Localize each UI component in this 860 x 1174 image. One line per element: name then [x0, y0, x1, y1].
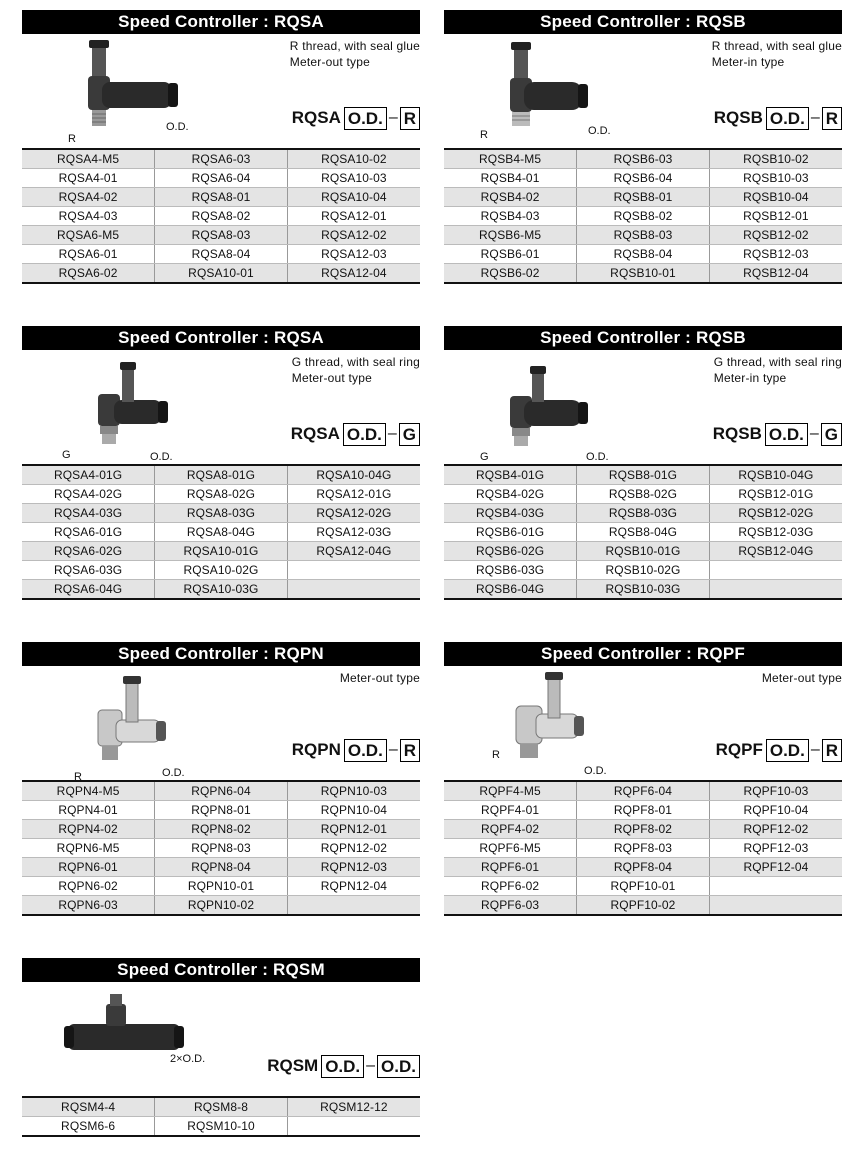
model-cell: RQSA12-02 — [287, 226, 420, 245]
elbow-fitting-icon — [22, 34, 262, 148]
table-row — [444, 465, 842, 485]
panel-title: Speed Controller : RQSB — [444, 326, 842, 350]
table-row — [22, 226, 420, 245]
code-base: RQSM — [267, 1056, 319, 1075]
model-cell: RQSB10-03 — [709, 169, 842, 188]
code-thread-box: R — [822, 739, 842, 762]
model-cell: RQSM12-12 — [287, 1097, 420, 1117]
table-row — [444, 561, 842, 580]
model-cell: RQSB6-04 — [577, 169, 710, 188]
order-code — [713, 421, 842, 447]
model-cell: RQPN10-01 — [155, 877, 288, 896]
thread-description: G thread, with seal ring — [291, 355, 420, 369]
table-row — [22, 542, 420, 561]
model-cell: RQPN6-03 — [22, 896, 155, 916]
panel-rqpf — [444, 642, 842, 916]
panel-rqsb-g — [444, 326, 842, 600]
table-row — [444, 207, 842, 226]
panel-description — [292, 354, 420, 386]
table-row — [22, 465, 420, 485]
table-row — [22, 820, 420, 839]
model-table — [22, 464, 420, 600]
code-base: RQSB — [712, 424, 762, 443]
model-cell: RQSA6-04 — [155, 169, 288, 188]
model-cell: RQSB10-01G — [577, 542, 710, 561]
table-row — [22, 781, 420, 801]
panel-description — [762, 670, 842, 686]
table-row — [22, 580, 420, 600]
model-cell: RQSB8-01 — [577, 188, 710, 207]
code-base: RQPN — [291, 740, 341, 759]
model-cell: RQPF12-03 — [709, 839, 842, 858]
table-row — [444, 896, 842, 916]
code-dash: – — [810, 109, 820, 126]
code-od-box-2: O.D. — [377, 1055, 420, 1078]
model-cell: RQPN6-M5 — [22, 839, 155, 858]
panel-title: Speed Controller : RQSM — [22, 958, 420, 982]
model-cell: RQSB6-01 — [444, 245, 577, 264]
table-row — [444, 580, 842, 600]
model-cell: RQSA4-01G — [22, 465, 155, 485]
model-cell: RQSB12-01 — [709, 207, 842, 226]
order-code — [714, 105, 842, 131]
code-od-box: O.D. — [343, 423, 386, 446]
model-cell: RQPF10-01 — [577, 877, 710, 896]
table-row — [444, 188, 842, 207]
table-row — [444, 801, 842, 820]
model-cell: RQSM10-10 — [155, 1117, 288, 1137]
table-row — [444, 781, 842, 801]
model-cell: RQSB6-02 — [444, 264, 577, 284]
meter-type: Meter-in type — [713, 371, 787, 385]
panel-info — [22, 982, 420, 1096]
od-label: O.D. — [166, 121, 189, 133]
model-cell: RQPN4-M5 — [22, 781, 155, 801]
model-cell: RQSB8-04 — [577, 245, 710, 264]
model-cell: RQSB12-02 — [709, 226, 842, 245]
meter-type: Meter-out type — [291, 371, 372, 385]
elbow-fitting-icon — [444, 34, 684, 148]
model-cell: RQPF6-03 — [444, 896, 577, 916]
model-cell: RQPF8-03 — [577, 839, 710, 858]
model-cell: RQSA4-03G — [22, 504, 155, 523]
panel-description — [290, 38, 420, 70]
model-cell: RQSM8-8 — [155, 1097, 288, 1117]
code-dash: – — [387, 425, 397, 442]
model-cell: RQSA12-03 — [287, 245, 420, 264]
model-cell: RQPF6-02 — [444, 877, 577, 896]
model-cell: RQPF6-01 — [444, 858, 577, 877]
thread-label: G — [62, 449, 71, 461]
model-cell: RQSA8-03G — [155, 504, 288, 523]
model-cell: RQPF6-04 — [577, 781, 710, 801]
table-row — [22, 207, 420, 226]
model-cell: RQSB6-02G — [444, 542, 577, 561]
model-cell: RQPN12-02 — [287, 839, 420, 858]
model-cell: RQPF10-03 — [709, 781, 842, 801]
model-cell: RQSB4-01G — [444, 465, 577, 485]
model-cell: RQPN10-02 — [155, 896, 288, 916]
thread-description: R thread, with seal glue — [289, 39, 420, 53]
model-table — [444, 464, 842, 600]
panel-rqpn — [22, 642, 420, 916]
model-cell: RQSB12-04G — [709, 542, 842, 561]
model-cell: RQPN10-04 — [287, 801, 420, 820]
panel-info — [22, 666, 420, 780]
code-dash: – — [809, 425, 819, 442]
table-row — [22, 504, 420, 523]
model-cell: RQPN4-01 — [22, 801, 155, 820]
code-od-box: O.D. — [766, 739, 809, 762]
model-cell — [287, 561, 420, 580]
model-cell: RQSA8-04G — [155, 523, 288, 542]
model-cell: RQPN8-01 — [155, 801, 288, 820]
model-cell: RQSB10-04G — [709, 465, 842, 485]
panel-title: Speed Controller : RQSB — [444, 10, 842, 34]
meter-type: Meter-out type — [761, 671, 842, 685]
panel-rqsm — [22, 958, 420, 1137]
code-od-box: O.D. — [765, 423, 808, 446]
od-label: 2×O.D. — [170, 1053, 206, 1065]
code-thread-box: G — [399, 423, 420, 446]
model-cell: RQPN8-02 — [155, 820, 288, 839]
code-thread-box: G — [821, 423, 842, 446]
model-cell: RQSB4-01 — [444, 169, 577, 188]
table-row — [444, 169, 842, 188]
model-cell: RQSB8-03 — [577, 226, 710, 245]
table-row — [22, 877, 420, 896]
model-cell: RQSA10-01 — [155, 264, 288, 284]
model-table — [22, 780, 420, 916]
order-code — [267, 1053, 420, 1079]
model-cell — [709, 877, 842, 896]
model-cell: RQSB8-04G — [577, 523, 710, 542]
table-row — [22, 245, 420, 264]
panel-description — [712, 38, 842, 70]
model-cell: RQSM6-6 — [22, 1117, 155, 1137]
od-label: O.D. — [150, 451, 173, 463]
model-cell: RQSA12-01 — [287, 207, 420, 226]
model-cell: RQSB10-02G — [577, 561, 710, 580]
model-cell: RQSA12-04G — [287, 542, 420, 561]
table-row — [444, 858, 842, 877]
model-table — [444, 148, 842, 284]
model-cell: RQSA12-03G — [287, 523, 420, 542]
table-row — [444, 149, 842, 169]
panel-rqsa-g — [22, 326, 420, 600]
model-cell: RQSA6-03G — [22, 561, 155, 580]
model-cell: RQSB6-03G — [444, 561, 577, 580]
model-cell: RQSB12-03 — [709, 245, 842, 264]
model-cell: RQSB10-02 — [709, 149, 842, 169]
model-cell — [287, 1117, 420, 1137]
table-row — [22, 1117, 420, 1137]
elbow-fitting-icon — [444, 350, 684, 464]
model-cell: RQSA4-02 — [22, 188, 155, 207]
thread-description: R thread, with seal glue — [711, 39, 842, 53]
code-base: RQSA — [290, 424, 340, 443]
code-thread-box: R — [400, 739, 420, 762]
model-cell: RQSA4-M5 — [22, 149, 155, 169]
code-base: RQSA — [291, 108, 341, 127]
table-row — [22, 188, 420, 207]
table-row — [22, 264, 420, 284]
panel-title: Speed Controller : RQSA — [22, 326, 420, 350]
code-dash: – — [810, 741, 820, 758]
table-row — [444, 877, 842, 896]
code-thread-box: R — [400, 107, 420, 130]
meter-type: Meter-in type — [711, 55, 785, 69]
code-dash: – — [388, 109, 398, 126]
thread-label: R — [68, 133, 76, 145]
model-cell: RQSA8-03 — [155, 226, 288, 245]
panel-description — [340, 670, 420, 686]
od-label: O.D. — [586, 451, 609, 463]
model-cell: RQSB6-01G — [444, 523, 577, 542]
panel-title: Speed Controller : RQPN — [22, 642, 420, 666]
code-od-box: O.D. — [344, 739, 387, 762]
panel-title: Speed Controller : RQSA — [22, 10, 420, 34]
model-cell: RQPF12-02 — [709, 820, 842, 839]
model-cell: RQSM4-4 — [22, 1097, 155, 1117]
order-code — [292, 737, 420, 763]
model-table — [444, 780, 842, 916]
model-cell: RQSA12-04 — [287, 264, 420, 284]
model-cell: RQSA4-03 — [22, 207, 155, 226]
table-row — [22, 149, 420, 169]
code-base: RQSB — [713, 108, 763, 127]
table-row — [22, 801, 420, 820]
model-cell: RQSA10-02G — [155, 561, 288, 580]
model-cell: RQSA6-M5 — [22, 226, 155, 245]
model-cell: RQSA8-04 — [155, 245, 288, 264]
model-table — [22, 148, 420, 284]
model-cell: RQPN8-03 — [155, 839, 288, 858]
meter-type: Meter-out type — [289, 55, 370, 69]
model-cell: RQSA8-01G — [155, 465, 288, 485]
model-cell: RQSB6-04G — [444, 580, 577, 600]
thread-label: R — [480, 129, 488, 141]
model-cell: RQPF8-04 — [577, 858, 710, 877]
model-cell: RQSA4-02G — [22, 485, 155, 504]
elbow-fitting-icon — [22, 350, 262, 464]
model-cell: RQSA4-01 — [22, 169, 155, 188]
model-cell: RQPN12-01 — [287, 820, 420, 839]
model-cell: RQSB6-03 — [577, 149, 710, 169]
model-cell: RQSA6-03 — [155, 149, 288, 169]
model-cell: RQSB8-01G — [577, 465, 710, 485]
meter-type: Meter-out type — [339, 671, 420, 685]
model-cell: RQPN8-04 — [155, 858, 288, 877]
table-row — [444, 226, 842, 245]
model-cell — [709, 561, 842, 580]
thread-label: R — [492, 749, 500, 761]
table-row — [444, 839, 842, 858]
thread-label: R — [74, 771, 82, 780]
model-cell: RQSA10-02 — [287, 149, 420, 169]
model-cell: RQPF4-M5 — [444, 781, 577, 801]
model-cell: RQPN6-02 — [22, 877, 155, 896]
model-cell: RQSA10-03G — [155, 580, 288, 600]
model-cell: RQPF8-01 — [577, 801, 710, 820]
panel-info — [444, 34, 842, 148]
model-cell: RQSA10-01G — [155, 542, 288, 561]
model-cell: RQPN12-03 — [287, 858, 420, 877]
order-code — [291, 421, 420, 447]
code-od-box: O.D. — [766, 107, 809, 130]
model-cell — [287, 580, 420, 600]
code-od-box: O.D. — [344, 107, 387, 130]
model-cell: RQSA10-04 — [287, 188, 420, 207]
table-row — [22, 169, 420, 188]
od-label: O.D. — [588, 125, 611, 137]
model-cell: RQSB8-02G — [577, 485, 710, 504]
model-cell: RQSB10-04 — [709, 188, 842, 207]
panel-rqsb-r — [444, 10, 842, 284]
model-cell: RQSA6-04G — [22, 580, 155, 600]
model-cell: RQPN10-03 — [287, 781, 420, 801]
model-cell — [709, 896, 842, 916]
model-cell: RQSA12-02G — [287, 504, 420, 523]
table-row — [22, 1097, 420, 1117]
table-row — [444, 820, 842, 839]
code-thread-box: R — [822, 107, 842, 130]
model-cell: RQPF10-02 — [577, 896, 710, 916]
model-cell: RQSB10-01 — [577, 264, 710, 284]
model-cell: RQPF4-01 — [444, 801, 577, 820]
panel-description — [714, 354, 842, 386]
od-label: O.D. — [584, 765, 607, 777]
model-cell: RQSB12-04 — [709, 264, 842, 284]
table-row — [444, 264, 842, 284]
table-row — [444, 542, 842, 561]
model-cell: RQSB4-M5 — [444, 149, 577, 169]
model-cell — [287, 896, 420, 916]
code-dash: – — [388, 741, 398, 758]
model-cell: RQPF12-04 — [709, 858, 842, 877]
model-cell — [709, 580, 842, 600]
model-cell: RQSA8-02G — [155, 485, 288, 504]
thread-description: G thread, with seal ring — [713, 355, 842, 369]
model-cell: RQSA8-02 — [155, 207, 288, 226]
model-cell: RQPF8-02 — [577, 820, 710, 839]
od-label: O.D. — [162, 767, 185, 779]
model-cell: RQSA10-04G — [287, 465, 420, 485]
panel-info — [444, 666, 842, 780]
code-base: RQPF — [715, 740, 763, 759]
model-cell: RQSB4-02G — [444, 485, 577, 504]
panel-rqsa-r — [22, 10, 420, 284]
model-cell: RQSA6-02 — [22, 264, 155, 284]
model-cell: RQPN4-02 — [22, 820, 155, 839]
model-cell: RQSB4-02 — [444, 188, 577, 207]
table-row — [22, 485, 420, 504]
model-cell: RQPN6-01 — [22, 858, 155, 877]
code-od-box: O.D. — [321, 1055, 364, 1078]
model-cell: RQSA6-01G — [22, 523, 155, 542]
model-cell: RQSB4-03G — [444, 504, 577, 523]
model-table — [22, 1096, 420, 1137]
model-cell: RQPF10-04 — [709, 801, 842, 820]
thread-label: G — [480, 451, 489, 463]
table-row — [22, 839, 420, 858]
model-cell: RQSA10-03 — [287, 169, 420, 188]
table-row — [22, 561, 420, 580]
model-cell: RQSA6-01 — [22, 245, 155, 264]
metal-elbow-fitting-icon — [444, 666, 684, 780]
order-code — [292, 105, 420, 131]
model-cell: RQSB12-03G — [709, 523, 842, 542]
table-row — [444, 504, 842, 523]
table-row — [22, 523, 420, 542]
table-row — [444, 523, 842, 542]
model-cell: RQSB12-01G — [709, 485, 842, 504]
model-cell: RQPF4-02 — [444, 820, 577, 839]
model-cell: RQSB8-02 — [577, 207, 710, 226]
model-cell: RQSB4-03 — [444, 207, 577, 226]
model-cell: RQSA6-02G — [22, 542, 155, 561]
model-cell: RQPF6-M5 — [444, 839, 577, 858]
panel-title: Speed Controller : RQPF — [444, 642, 842, 666]
model-cell: RQSB12-02G — [709, 504, 842, 523]
code-dash: – — [366, 1057, 376, 1074]
model-cell: RQPN12-04 — [287, 877, 420, 896]
panel-info — [22, 34, 420, 148]
model-cell: RQPN6-04 — [155, 781, 288, 801]
model-cell: RQSB6-M5 — [444, 226, 577, 245]
model-cell: RQSB10-03G — [577, 580, 710, 600]
metal-elbow-fitting-icon — [22, 666, 262, 780]
panel-info — [22, 350, 420, 464]
model-cell: RQSA12-01G — [287, 485, 420, 504]
table-row — [444, 485, 842, 504]
panel-info — [444, 350, 842, 464]
model-cell: RQSA8-01 — [155, 188, 288, 207]
table-row — [444, 245, 842, 264]
inline-fitting-icon — [22, 982, 262, 1096]
table-row — [22, 858, 420, 877]
table-row — [22, 896, 420, 916]
model-cell: RQSB8-03G — [577, 504, 710, 523]
order-code — [716, 737, 842, 763]
